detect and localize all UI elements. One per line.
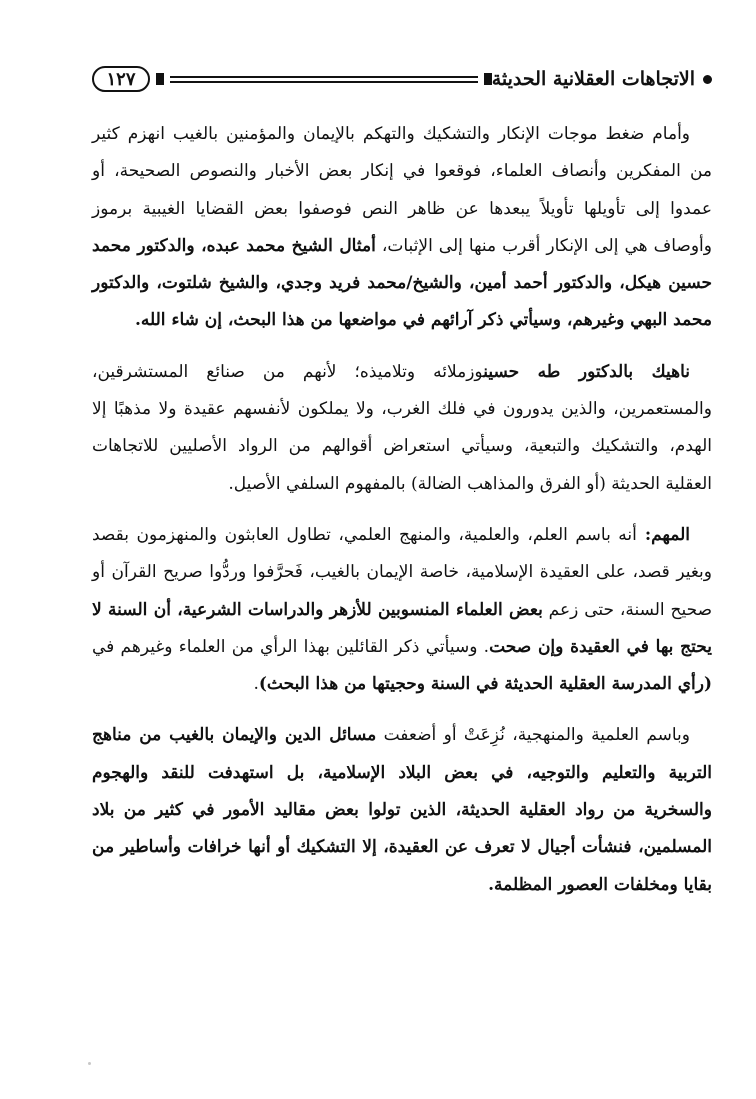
text-segment-bold: أمثال الشيخ محمد عبده، والدكتور محمد حسين هيكل، والدكتور أحمد أمين، والشيخ/محمد فريد وجدي، والشيخ شلتوت، والدكتور محمد البهي وغيرهم، وسيأتي ذكر آرائهم في مواضعها من هذا البحث، إن شاء الله. [92,235,712,331]
rule-cap-left [156,73,164,85]
paragraph [92,116,712,340]
text-segment-bold: ناهيك بالدكتور طه حسين [483,361,690,382]
text-segment: وأمام ضغط موجات الإنكار والتشكيك والتهكم بالإيمان والمؤمنين بالغيب انهزم كثير من المفكرين وأنصاف العلماء، فوقعوا في إنكار بعض الأخبار والنصوص الصحيحة، أو عمدوا إلى تأويلها تأويلاً يبعدها عن ظاهر النص فوصفوا بعض القضايا الغيبية برموز وأوصاف هي إلى الإنكار أقرب منها إلى الإثبات، [92,124,712,256]
text-segment-bold: المهم: [636,524,690,545]
running-header [92,62,712,96]
body-text [92,116,712,918]
paragraph [92,517,712,703]
page-number: ١٢٧ [92,66,150,92]
scan-speck [88,1062,91,1065]
text-segment-bold: بعض العلماء المنسوبين للأزهر والدراسات الشرعية، أن السنة لا يحتج بها في العقيدة وإن صحت [92,599,712,657]
text-segment: وباسم العلمية والمنهجية، نُزِعَتْ أو أضعفت [376,725,690,746]
paragraph [92,354,712,503]
paragraph [92,717,712,903]
header-double-rule [170,75,478,84]
bullet-icon [703,75,712,84]
text-segment: . وسيأتي ذكر القائلين بهذا الرأي من العلماء وغيرهم في [92,636,490,657]
text-segment: أنه باسم العلم، والعلمية، والمنهج العلمي، تطاول العابثون والمنهزمون بقصد وبغير قصد، على العقيدة الإسلامية، خاصة الإيمان بالغيب، فَحرَّفوا وردُّوا صريح القرآن أو صحيح السنة، حتى زعم [92,524,713,620]
text-segment-bold: مسائل الدين والإيمان بالغيب من مناهج التربية والتعليم والتوجيه، في بعض البلاد الإسلامية، بل استهدفت للنقد والهجوم والسخرية من رواد العقلية الحديثة، الذين تولوا بعض مقاليد الأمور في كثير من بلاد المسلمين، فنشأت أجيال لا تعرف عن العقيدة، إلا التشكيك أو أنها خرافات وأساطير من بقايا ومخلفات العصور المظلمة. [92,725,712,895]
text-segment: وزملائه وتلاميذه؛ لأنهم من صنائع المستشرقين، والمستعمرين، والذين يدورون في فلك الغرب، ولا يملكون لأنفسهم عقيدة ولا مذهبًا إلا الهدم، والتشكيك والتبعية، وسيأتي استعراض أقوالهم من الرواد الأصليين للاتجاهات العقلية الحديثة (أو الفرق والمذاهب الضالة) بالمفهوم السلفي الأصيل. [92,361,712,494]
rule-cap-right [484,73,492,85]
text-segment-bold: (رأي المدرسة العقلية الحديثة في السنة وحجيتها من هذا البحث) [258,674,712,695]
text-segment: . [253,674,259,695]
running-title: الاتجاهات العقلانية الحديثة [491,68,695,90]
